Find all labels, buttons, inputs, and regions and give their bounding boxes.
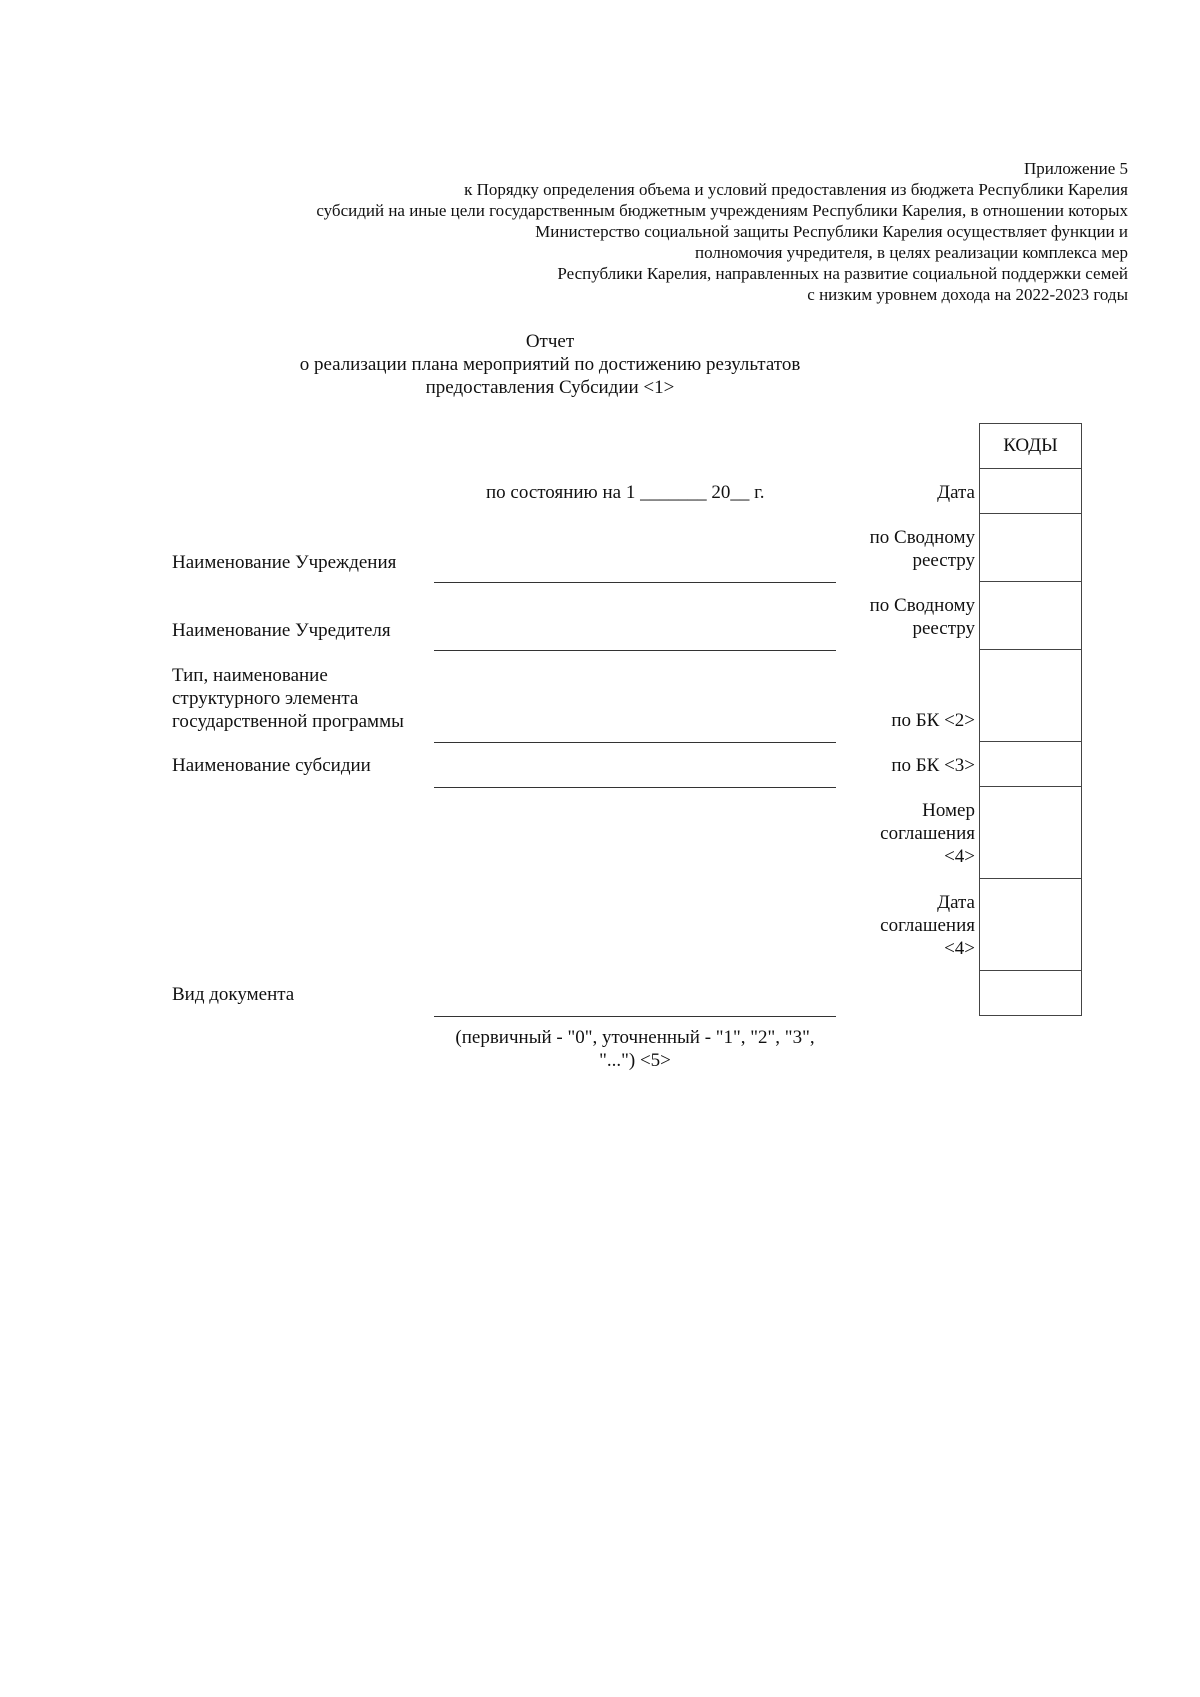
- report-title: [200, 330, 900, 399]
- label-line: Дата: [937, 892, 975, 913]
- label-agreement-date: [880, 891, 975, 960]
- label-subsidy-name: Наименование субсидии: [172, 755, 371, 776]
- code-cell-agreement-number[interactable]: [979, 786, 1082, 879]
- field-founder-name[interactable]: [434, 650, 836, 651]
- title-line: предоставления Субсидии <1>: [425, 377, 675, 398]
- label-document-type: Вид документа: [172, 984, 295, 1005]
- label-institution-name: Наименование Учреждения: [172, 552, 397, 573]
- label-line: по Сводному: [869, 595, 975, 616]
- note-line: (первичный - "0", уточненный - "1", "2", "3",: [455, 1027, 815, 1048]
- label-line: <4>: [944, 938, 975, 959]
- appendix-line: субсидий на иные цели государственным бюджетным учреждениям Республики Карелия, в отношении которых: [316, 201, 1128, 220]
- code-cell-date[interactable]: [979, 468, 1082, 514]
- code-cell-bk2[interactable]: [979, 649, 1082, 742]
- field-institution-name[interactable]: [434, 582, 836, 583]
- label-registry-institution: [870, 526, 975, 572]
- title-line: о реализации плана мероприятий по достижению результатов: [299, 354, 801, 375]
- note-line: "...") <5>: [599, 1050, 671, 1071]
- label-line: реестру: [912, 550, 975, 571]
- label-line: <4>: [944, 846, 975, 867]
- appendix-line: Республики Карелия, направленных на развитие социальной поддержки семей: [557, 264, 1128, 283]
- appendix-line: с низким уровнем дохода на 2022-2023 годы: [807, 285, 1128, 304]
- label-agreement-number: [880, 799, 975, 868]
- appendix-line: полномочия учредителя, в целях реализации комплекса мер: [694, 243, 1128, 262]
- label-line: по Сводному: [869, 527, 975, 548]
- label-line: Номер: [922, 800, 975, 821]
- code-cell-doc-type[interactable]: [979, 970, 1082, 1016]
- label-program-element: [172, 664, 404, 733]
- title-line: Отчет: [525, 331, 575, 352]
- label-bk3: по БК <3>: [891, 755, 975, 776]
- codes-header-cell: [979, 423, 1082, 469]
- field-document-type[interactable]: [434, 1016, 836, 1017]
- code-cell-registry-founder[interactable]: [979, 581, 1082, 650]
- code-cell-agreement-date[interactable]: [979, 878, 1082, 971]
- appendix-header: [168, 158, 1128, 305]
- field-program-element[interactable]: [434, 742, 836, 743]
- document-type-note: [434, 1026, 836, 1072]
- label-line: соглашения: [880, 823, 975, 844]
- label-line: структурного элемента: [172, 688, 359, 709]
- label-bk2: по БК <2>: [891, 710, 975, 731]
- as-of-date-line: по состоянию на 1 _______ 20__ г.: [486, 482, 765, 503]
- label-line: реестру: [912, 618, 975, 639]
- label-date: Дата: [937, 482, 975, 503]
- label-registry-founder: [870, 594, 975, 640]
- codes-header: КОДЫ: [1003, 435, 1058, 456]
- label-line: соглашения: [880, 915, 975, 936]
- field-subsidy-name[interactable]: [434, 787, 836, 788]
- label-line: Тип, наименование: [172, 665, 328, 686]
- appendix-line: Министерство социальной защиты Республики Карелия осуществляет функции и: [535, 222, 1128, 241]
- label-line: государственной программы: [172, 711, 404, 732]
- appendix-line: Приложение 5: [1024, 159, 1128, 178]
- appendix-line: к Порядку определения объема и условий предоставления из бюджета Республики Карелия: [464, 180, 1128, 199]
- label-founder-name: Наименование Учредителя: [172, 620, 391, 641]
- code-cell-bk3[interactable]: [979, 741, 1082, 787]
- code-cell-registry-institution[interactable]: [979, 513, 1082, 582]
